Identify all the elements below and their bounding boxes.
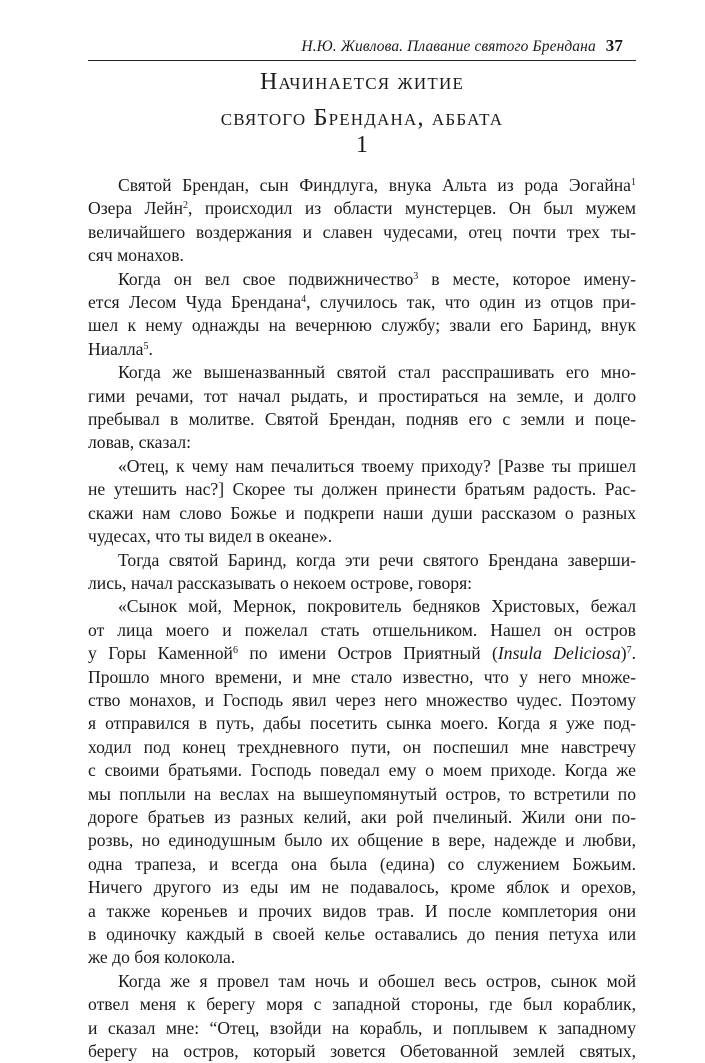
paragraph: [88, 361, 636, 455]
header-rule: [88, 60, 636, 61]
text-line: скажи нам слово Божье и подкрепи наши души рассказом о разных: [88, 502, 636, 523]
text-line: Святой Брендан, сын Финдлуга, внука Альта из рода Эогайна$^1$: [118, 175, 636, 195]
text-line: розвь, но единодушным было их общение в вере, надежде и любви,: [88, 830, 636, 851]
text-line: Когда он вел свое подвижничество$^3$ в месте, которое имену-: [118, 268, 636, 289]
footnote-ref: 3: [413, 270, 419, 282]
text-line: Озера Лейн$^2$, происходил из области мунстерцев. Он был мужем: [88, 198, 637, 219]
text-line: отвел меня к берегу моря с западной стороны, где был кораблик,: [88, 994, 636, 1015]
footnote-ref: 4: [301, 294, 307, 306]
paragraph: [88, 455, 636, 549]
running-header: [301, 36, 623, 56]
title-line-1: Начинается житие: [259, 69, 465, 95]
text-line: одна трапеза, и всегда она была (едина) со служением Божьим.: [88, 853, 636, 874]
text-line: Тогда святой Баринд, когда эти речи святого Брендана заверши-: [118, 549, 636, 570]
text-line: Когда же вышеназванный святой стал расспрашивать его мно-: [118, 362, 636, 383]
footnote-ref: 6: [232, 645, 238, 657]
text-line: от лица моего и пожелал стать отшельником. Нашел он остров: [88, 619, 636, 640]
text-line: чудесах, что ты видел в океане».: [88, 526, 333, 547]
text-line: в одиночку каждый в своей келье оставались до пения петуха или: [88, 924, 636, 944]
text-line: гими речами, тот начал рыдать, и простираться на земле, и долго: [88, 385, 636, 406]
text-line: Ничего другого из еды им не подавалось, кроме яблок и орехов,: [88, 877, 636, 898]
text-line: дороге братьев из разных келий, аки рой пчелиный. Жили они по-: [88, 806, 636, 827]
text-line: ство монахов, и Господь явил через него множество чудес. Поэтому: [88, 689, 636, 710]
text-line: Когда же я провел там ночь и обошел весь остров, сынок мой: [118, 970, 636, 991]
text-line: величайшего воздержания и славен чудесами, отец почти трех ты-: [88, 221, 636, 242]
text-line: сяч монахов.: [88, 245, 184, 266]
text-line: а также кореньев и прочих видов трав. И после комплетория они: [88, 900, 636, 921]
text-line: пребывал в молитве. Святой Брендан, подняв его с земли и поце-: [88, 409, 636, 430]
footnote-ref: 5: [143, 340, 149, 352]
chapter-number: 1: [356, 132, 368, 158]
paragraph: [88, 174, 636, 268]
text-line: я отправился в путь, дабы посетить сынка моего. Когда я уже под-: [88, 713, 636, 734]
title-line-2: святого Брендана, аббата: [220, 105, 504, 131]
paragraph: [88, 970, 636, 1063]
text-line: ходил под конец трехдневного пути, он поспешил мне навстречу: [88, 736, 636, 757]
body-text: [88, 174, 636, 1063]
text-line: мы поплыли на веслах на вышеупомянутый остров, то встретили по: [88, 783, 636, 804]
text-line: же до боя колокола.: [88, 947, 236, 968]
text-line: шел к нему однажды на вечернюю службу; звали его Баринд, внук: [88, 315, 636, 336]
text-line: Ниалла$^5$.: [88, 338, 153, 359]
text-line: у Горы Каменной$^6$ по имени Остров Приятный (Insula Deliciosa)$^7$.: [88, 643, 637, 664]
text-line: лись, начал рассказывать о некоем острове, говоря:: [88, 572, 473, 593]
footnote-ref: 2: [183, 200, 188, 212]
text-line: берегу на остров, который зовется Обетованной землей святых,: [88, 1041, 636, 1062]
page-number: 37: [605, 36, 623, 55]
text-line: «Сынок мой, Мернок, покровитель бедняков Христовых, бежал: [118, 596, 636, 617]
text-line: «Отец, к чему нам печалиться твоему приходу? [Разве ты пришел: [118, 455, 636, 476]
text-line: Прошло много времени, и мне стало известно, что у него множе-: [88, 666, 636, 687]
text-line: ется Лесом Чуда Брендана$^4$, случилось так, что один из отцов при-: [88, 292, 636, 313]
text-line: с своими братьями. Господь поведал ему о моем приходе. Когда же: [88, 760, 636, 781]
chapter-title: [88, 64, 636, 136]
paragraph: [88, 549, 636, 596]
running-title: Н.Ю. Живлова. Плавание святого Брендана: [301, 38, 596, 55]
footnote-ref: 7: [626, 645, 632, 657]
paragraph: [88, 595, 636, 970]
text-line: и сказал мне: “Отец, взойди на корабль, и поплывем к западному: [88, 1017, 636, 1038]
text-line: не утешить нас?] Скорее ты должен принести братьям радость. Рас-: [88, 479, 636, 500]
footnote-ref: 1: [631, 177, 636, 188]
latin-term: Insula Deliciosa: [497, 643, 621, 664]
text-line: ловав, сказал:: [88, 432, 192, 453]
paragraph: [88, 268, 636, 362]
